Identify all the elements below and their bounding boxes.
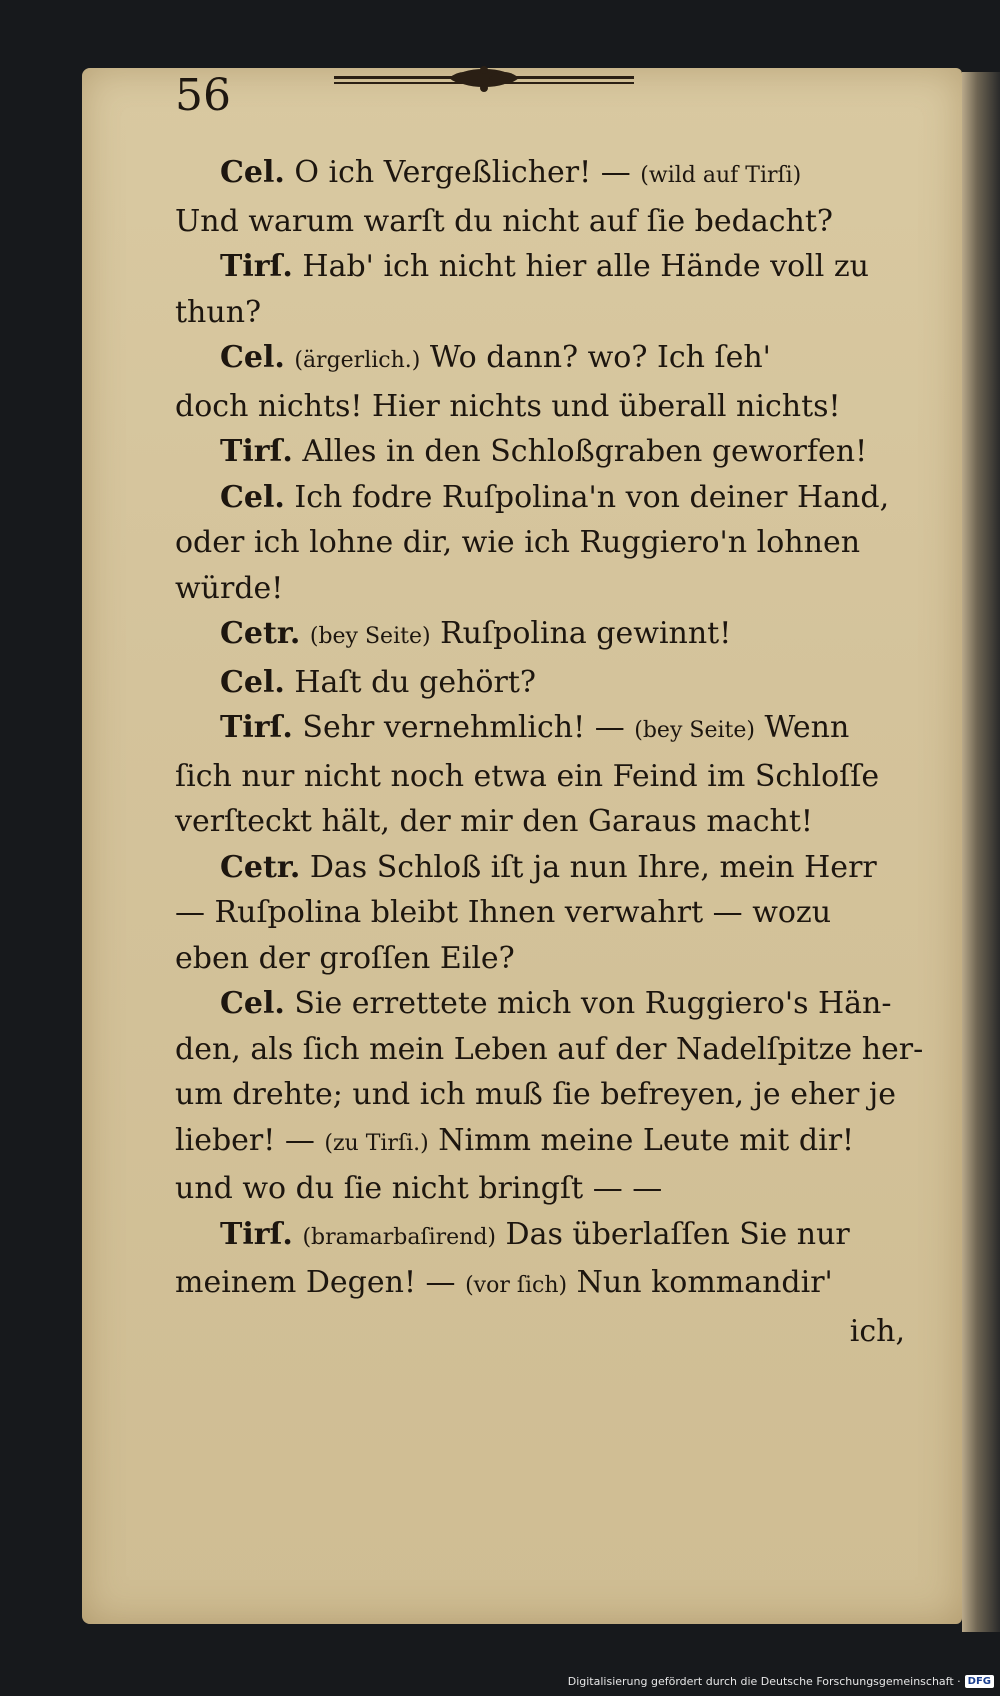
speaker-name: Cel. — [220, 340, 285, 375]
text-line — [175, 1118, 905, 1167]
text-line — [175, 384, 905, 430]
speaker-name: Tirſ. — [220, 710, 293, 745]
dialogue-text: Hab' ich nicht hier alle Hände voll zu — [292, 249, 869, 284]
dialogue-text: Das überlaſſen Sie nur — [495, 1216, 850, 1252]
text-line — [175, 611, 905, 660]
dialogue-text: Alles in den Schloßgraben geworfen! — [292, 434, 868, 469]
text-line — [175, 335, 905, 384]
speaker-name: Cel. — [220, 664, 285, 700]
text-line — [175, 520, 905, 566]
speaker-name: Cetr. — [220, 616, 301, 651]
dialogue-text: würde! — [175, 570, 284, 606]
text-line — [175, 799, 905, 845]
speaker-name: Cel. — [220, 155, 285, 190]
dialogue-text: — Ruſpolina bleibt Ihnen verwahrt — wozu — [175, 895, 832, 930]
dialogue-text: den, als ſich mein Leben auf der Nadelſpitze her- — [175, 1031, 924, 1067]
dialogue-text: um drehte; und ich muß ſie befreyen, je eher je — [175, 1077, 896, 1112]
footer — [568, 1672, 994, 1690]
stage-direction: (ärgerlich.) — [294, 348, 421, 373]
dialogue-text: Wenn — [754, 710, 850, 745]
text-line — [175, 1309, 905, 1355]
text-line — [175, 1166, 905, 1212]
text-line — [175, 754, 905, 800]
dialogue-text: Haſt du gehört? — [284, 664, 536, 700]
dialogue-text: Ich fodre Ruſpolina'n von deiner Hand, — [284, 479, 890, 515]
stage-direction: (bey Seite) — [309, 624, 431, 649]
text-line — [175, 845, 905, 891]
dialogue-text: meinem Degen! — — [175, 1265, 466, 1300]
dialogue-text: lieber! — — [175, 1122, 325, 1158]
text-line — [175, 199, 905, 245]
text-line — [175, 705, 905, 754]
text-line — [175, 244, 905, 290]
dialogue-text: thun? — [175, 294, 262, 330]
text-line — [175, 660, 905, 706]
page-number: 56 — [175, 70, 231, 121]
speaker-name: Cetr. — [220, 849, 301, 885]
dialogue-text: Nun kommandir' — [567, 1265, 833, 1300]
text-line — [175, 566, 905, 612]
dialogue-text: oder ich lohne dir, wie ich Ruggiero'n lohnen — [175, 525, 861, 560]
stage-direction: (bey Seite) — [634, 718, 755, 743]
text-line — [175, 1027, 924, 1073]
text-line — [175, 290, 905, 336]
dialogue-text: verſteckt hält, der mir den Garaus macht! — [175, 804, 813, 839]
decorative-ornament — [334, 60, 634, 100]
dialogue-text: Wo dann? wo? Ich ſeh' — [420, 340, 771, 375]
dialogue-text: Sehr vernehmlich! — — [292, 710, 635, 745]
dialogue-text: Und warum warſt du nicht auf ſie bedacht? — [175, 203, 833, 239]
dialogue-text — [285, 340, 295, 375]
dialogue-text: Sie errettete mich von Ruggiero's Hän- — [284, 986, 892, 1021]
book-edge — [962, 72, 1000, 1632]
dialogue-text: O ich Vergeßlicher! — — [284, 155, 641, 190]
dialogue-text: ſich nur nicht noch etwa ein Feind im Schloſſe — [175, 758, 880, 794]
text-line — [175, 936, 905, 982]
speaker-name: Tirſ. — [220, 249, 293, 284]
speaker-name: Cel. — [220, 986, 285, 1021]
stage-direction: (zu Tirſi.) — [324, 1130, 429, 1156]
dialogue-text: Ruſpolina gewinnt! — [430, 616, 732, 651]
dialogue-text: doch nichts! Hier nichts und überall nichts! — [175, 388, 841, 424]
speaker-name: Cel. — [220, 479, 285, 515]
text-line — [175, 429, 905, 475]
text-line — [175, 981, 905, 1027]
dialogue-text: eben der groſſen Eile? — [175, 940, 515, 976]
stage-direction: (bramarbaſirend) — [302, 1224, 496, 1250]
stage-direction: (wild auf Tirſi) — [640, 163, 802, 188]
dialogue-text: Das Schloß iſt ja nun Ihre, mein Herr — [300, 849, 877, 885]
text-line — [175, 1260, 905, 1309]
stage-direction: (vor ſich) — [465, 1273, 568, 1298]
play-text — [175, 150, 924, 1354]
text-line — [175, 1212, 905, 1261]
speaker-name: Tirſ. — [220, 434, 293, 469]
dialogue-text: Nimm meine Leute mit dir! — [428, 1122, 855, 1158]
text-line — [175, 150, 905, 199]
dialogue-text — [293, 1217, 303, 1252]
dialogue-text: ich, — [849, 1313, 905, 1349]
text-line — [175, 890, 905, 936]
speaker-name: Tirſ. — [220, 1216, 293, 1252]
dialogue-text — [300, 616, 310, 651]
digitization-credit: Digitalisierung gefördert durch die Deutsche Forschungsgemeinschaft · — [567, 1674, 961, 1688]
text-line — [175, 475, 905, 521]
text-line — [175, 1072, 905, 1118]
dfg-logo-icon: DFG — [965, 1675, 994, 1688]
dialogue-text: und wo du ſie nicht bringſt — — — [175, 1171, 663, 1206]
